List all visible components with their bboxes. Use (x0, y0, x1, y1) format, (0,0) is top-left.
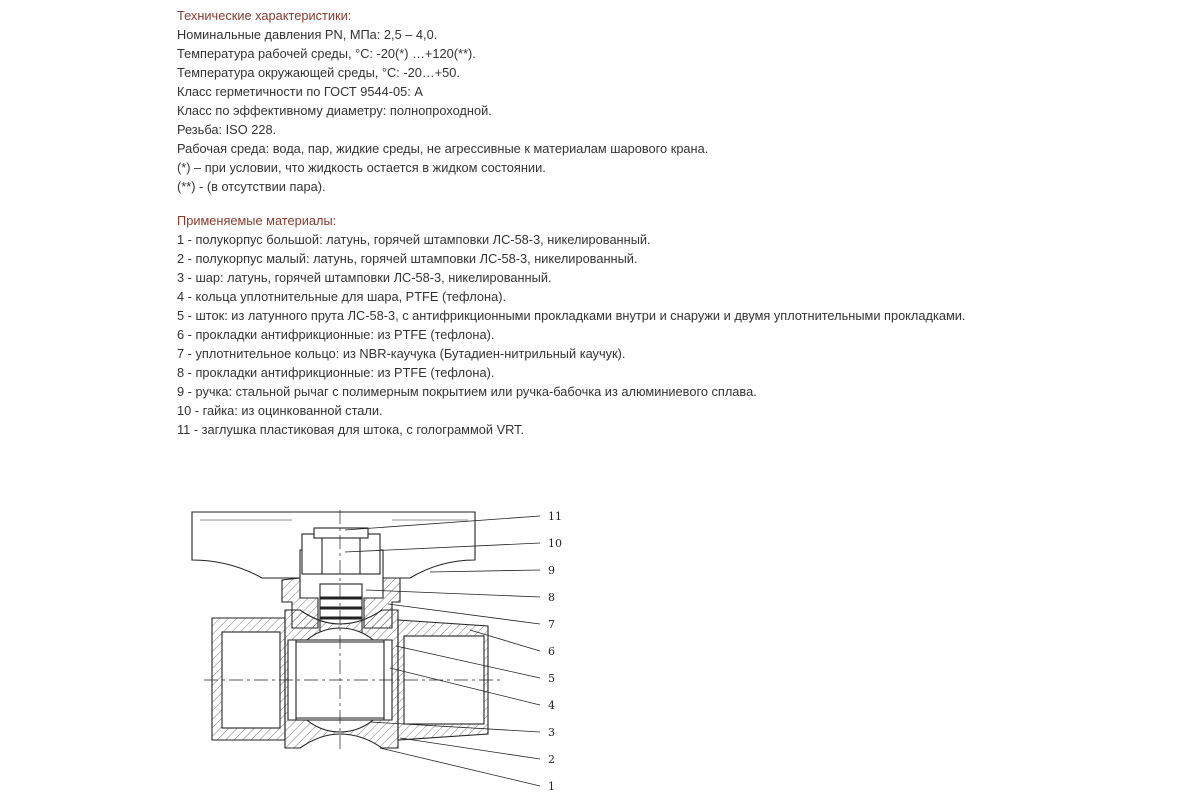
material-line: 7 - уплотнительное кольцо: из NBR-каучука (Бутадиен-нитрильный каучук). (177, 346, 626, 361)
material-line: 10 - гайка: из оцинкованной стали. (177, 403, 383, 418)
callout-4: 4 (548, 699, 555, 712)
ball-valve-drawing (0, 490, 1200, 800)
material-line: 9 - ручка: стальной рычаг с полимерным покрытием или ручка-бабочка из алюминиевого сплава. (177, 384, 757, 399)
spec-line: Рабочая среда: вода, пар, жидкие среды, не агрессивные к материалам шарового крана. (177, 141, 709, 156)
callout-5: 5 (548, 672, 555, 685)
spec-line: Резьба: ISO 228. (177, 122, 277, 137)
material-line: 2 - полукорпус малый: латунь, горячей штамповки ЛС-58-3, никелированный. (177, 251, 638, 266)
spec-line: Класс по эффективному диаметру: полнопроходной. (177, 103, 492, 118)
nut (302, 534, 380, 574)
material-line: 5 - шток: из латунного прута ЛС-58-3, с антифрикционными прокладками внутри и снаружи и двумя уплотнительными прокладками. (177, 308, 966, 323)
callout-9: 9 (548, 564, 555, 577)
materials-title: Применяемые материалы: (177, 213, 337, 228)
callout-7: 7 (548, 618, 555, 631)
callout-3: 3 (548, 726, 555, 739)
stem-plug (314, 528, 368, 538)
spec-line: (**) - (в отсутствии пара). (177, 179, 326, 194)
callout-8: 8 (548, 591, 555, 604)
spec-line: Температура рабочей среды, °С: -20(*) …+120(**). (177, 46, 476, 61)
callout-1: 1 (548, 780, 555, 793)
material-line: 8 - прокладки антифрикционные: из PTFE (тефлона). (177, 365, 495, 380)
material-line: 11 - заглушка пластиковая для штока, с голограммой VRT. (177, 422, 525, 437)
material-line: 3 - шар: латунь, горячей штамповки ЛС-58-3, никелированный. (177, 270, 552, 285)
spec-line: Температура окружающей среды, °С: -20…+50. (177, 65, 460, 80)
material-line: 4 - кольца уплотнительные для шара, PTFE (тефлона). (177, 289, 507, 304)
material-line: 6 - прокладки антифрикционные: из PTFE (тефлона). (177, 327, 495, 342)
callout-11: 11 (548, 510, 562, 523)
ball-valve-cross-section (0, 490, 1200, 800)
material-line: 1 - полукорпус большой: латунь, горячей штамповки ЛС-58-3, никелированный. (177, 232, 651, 247)
callout-10: 10 (548, 537, 562, 550)
callout-2: 2 (548, 753, 555, 766)
spec-line: Номинальные давления PN, МПа: 2,5 – 4,0. (177, 27, 438, 42)
content (177, 0, 1077, 439)
spec-line: Класс герметичности по ГОСТ 9544-05: А (177, 84, 423, 99)
callout-6: 6 (548, 645, 555, 658)
spec-line: (*) – при условии, что жидкость остается в жидком состоянии. (177, 160, 546, 175)
specs-title: Технические характеристики: (177, 8, 352, 23)
